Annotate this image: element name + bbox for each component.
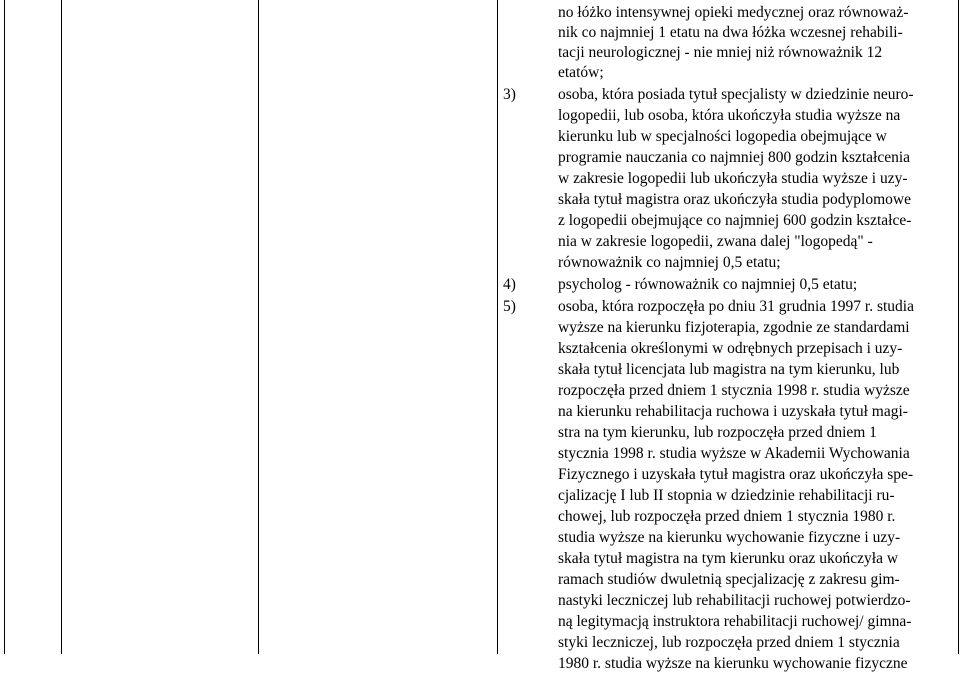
text-line: osoba, która posiada tytuł specjalisty w dziedzinie neuro- xyxy=(558,86,914,103)
text-line: skała tytuł licencjata lub magistra na tym kierunku, lub xyxy=(558,361,900,378)
text-line: w zakresie logopedii lub ukończyła studia wyższe i uzy- xyxy=(558,170,908,187)
table-column-divider-2 xyxy=(258,0,259,654)
text-line: ną legitymacją instruktora rehabilitacji ruchowej/ gimna- xyxy=(558,613,912,630)
text-line: rozpoczęła przed dniem 1 stycznia 1998 r. studia wyższe xyxy=(558,382,910,399)
text-line: ramach studiów dwuletnią specjalizację z zakresu gim- xyxy=(558,571,900,588)
text-line: na kierunku rehabilitacja ruchowa i uzyskała tytuł magi- xyxy=(558,403,908,420)
text-line: wyższe na kierunku fizjoterapia, zgodnie ze standardami xyxy=(558,319,910,336)
table-border-right xyxy=(958,0,959,654)
list-item-number: 4) xyxy=(503,276,516,293)
text-line: skała tytuł magistra na tym kierunku oraz ukończyła w xyxy=(558,550,899,567)
text-line: nastyki leczniczej lub rehabilitacji ruchowej potwierdzo- xyxy=(558,592,911,609)
text-line: etatów; xyxy=(558,64,604,81)
list-item-number: 3) xyxy=(503,86,516,103)
text-line: studia wyższe na kierunku wychowanie fizyczne i uzy- xyxy=(558,529,901,546)
text-line: skała tytuł magistra oraz ukończyła studia podyplomowe xyxy=(558,191,911,208)
text-line: Fizycznego i uzyskała tytuł magistra oraz ukończyła spe- xyxy=(558,466,914,483)
text-line: osoba, która rozpoczęła po dniu 31 grudnia 1997 r. studia xyxy=(558,298,914,315)
text-line: kierunku lub w specjalności logopedia obejmujące w xyxy=(558,128,887,145)
list-item-number: 5) xyxy=(503,298,516,315)
text-line: psycholog - równoważnik co najmniej 0,5 etatu; xyxy=(558,276,858,293)
table-column-divider-3 xyxy=(497,0,498,654)
text-line: stra na tym kierunku, lub rozpoczęła przed dniem 1 xyxy=(558,424,877,441)
text-line: tacji neurologicznej - nie mniej niż równoważnik 12 xyxy=(558,44,883,61)
text-line: kształcenia określonymi w odrębnych przepisach i uzy- xyxy=(558,340,903,357)
table-border-left xyxy=(4,0,5,654)
table-column-divider-1 xyxy=(61,0,62,654)
text-line: 1980 r. studia wyższe na kierunku wychowanie fizyczne xyxy=(558,655,908,672)
text-line: styki leczniczej, lub rozpoczęła przed dniem 1 stycznia xyxy=(558,634,900,651)
text-line: z logopedii obejmujące co najmniej 600 godzin kształce- xyxy=(558,212,912,229)
text-line: stycznia 1998 r. studia wyższe w Akademii Wychowania xyxy=(558,445,910,462)
text-line: nik co najmniej 1 etatu na dwa łóżka wczesnej rehabili- xyxy=(558,24,903,41)
text-line: nia w zakresie logopedii, zwana dalej "logopedą" - xyxy=(558,233,873,250)
text-line: cjalizację I lub II stopnia w dziedzinie rehabilitacji ru- xyxy=(558,487,895,504)
text-line: no łóżko intensywnej opieki medycznej oraz równoważ- xyxy=(558,4,909,21)
text-line: programie nauczania co najmniej 800 godzin kształcenia xyxy=(558,149,911,166)
text-line: równoważnik co najmniej 0,5 etatu; xyxy=(558,254,781,271)
text-line: logopedii, lub osoba, która ukończyła studia wyższe na xyxy=(558,107,901,124)
text-line: chowej, lub rozpoczęła przed dniem 1 stycznia 1980 r. xyxy=(558,508,896,525)
